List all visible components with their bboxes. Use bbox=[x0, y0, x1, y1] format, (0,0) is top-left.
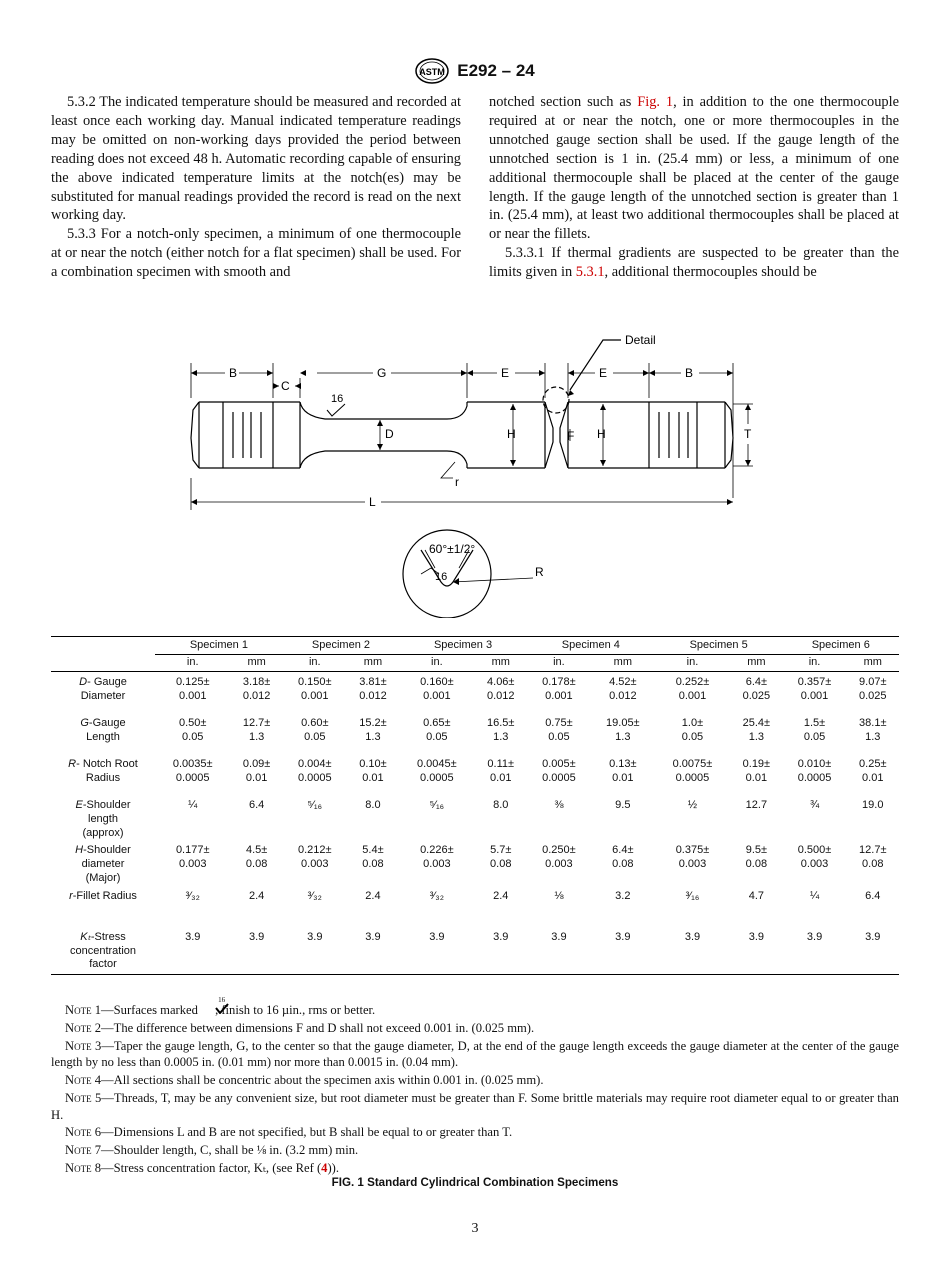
label-g: G bbox=[377, 366, 387, 380]
table-cell: 15.2± 1.3 bbox=[359, 717, 387, 743]
specimen-header: Specimen 5 bbox=[655, 637, 783, 655]
row-label: G-Gauge Length bbox=[80, 717, 126, 743]
table-cell: 8.0 bbox=[365, 799, 381, 811]
label-detail: Detail bbox=[625, 333, 656, 347]
table-cell: 12.7± 1.3 bbox=[242, 717, 271, 743]
table-cell: ¼ bbox=[188, 799, 198, 811]
table-cell: ¾ bbox=[809, 799, 820, 811]
row-label: H-Shoulder diameter (Major) bbox=[75, 844, 131, 884]
unit-header: in. bbox=[527, 655, 591, 672]
ref-4-link[interactable]: 4 bbox=[321, 1161, 328, 1176]
table-cell: 2.4 bbox=[493, 889, 509, 902]
paragraph-5-3-3-1: 5.3.3.1 If thermal gradients are suspected to be greater than the limits given in 5.3.1, additional thermocouples should be bbox=[489, 245, 899, 281]
table-cell: 0.0035± 0.0005 bbox=[172, 758, 213, 784]
label-b-left: B bbox=[229, 366, 238, 380]
note-1: Note 1—Surfaces marked 16 , finish to 16 µin., rms or better. bbox=[65, 996, 376, 1017]
table-cell: 0.160± 0.001 bbox=[420, 676, 454, 702]
specimen-table bbox=[51, 636, 899, 975]
table-cell: 3.2 bbox=[615, 889, 631, 902]
table-cell: 1.0± 0.05 bbox=[681, 717, 704, 743]
table-cell: 1.5± 0.05 bbox=[803, 717, 826, 743]
label-e-left: E bbox=[501, 366, 510, 380]
table-cell: 3.9 bbox=[283, 927, 347, 975]
table-cell: 6.4± 0.08 bbox=[612, 844, 634, 871]
unit-header: mm bbox=[730, 655, 782, 672]
unit-header: in. bbox=[783, 655, 847, 672]
table-cell: 4.7 bbox=[748, 889, 765, 902]
note-6: Note 6—Dimensions L and B are not specified, but B shall be equal to or greater than T. bbox=[65, 1125, 513, 1140]
unit-header: in. bbox=[655, 655, 730, 672]
table-cell: 0.60± 0.05 bbox=[301, 717, 329, 743]
figure-notes bbox=[51, 996, 899, 1178]
table-cell: 4.5± 0.08 bbox=[245, 844, 268, 871]
table-cell: 0.09± 0.01 bbox=[242, 758, 271, 784]
table-cell: 0.125± 0.001 bbox=[175, 676, 210, 702]
note-4: Note 4—All sections shall be concentric about the specimen axis within 0.001 in. (0.025 mm). bbox=[65, 1073, 544, 1088]
table-row bbox=[51, 795, 899, 840]
table-cell: 3.9 bbox=[655, 927, 730, 975]
table-cell: 9.5 bbox=[615, 799, 631, 811]
table-cell: 0.65± 0.05 bbox=[423, 717, 451, 743]
page-number: 3 bbox=[471, 1221, 479, 1236]
unit-header: mm bbox=[230, 655, 282, 672]
table-cell: 8.0 bbox=[493, 799, 509, 811]
table-cell: 0.357± 0.001 bbox=[797, 676, 832, 702]
table-cell: 0.500± 0.003 bbox=[797, 844, 832, 871]
specimen-header: Specimen 6 bbox=[783, 637, 899, 655]
page-header bbox=[0, 58, 950, 84]
table-cell: 9.07± 0.025 bbox=[859, 676, 887, 702]
table-cell: 0.75± 0.05 bbox=[545, 717, 573, 743]
table-cell: 3.9 bbox=[847, 927, 899, 975]
specimen-drawing bbox=[185, 328, 765, 618]
left-column bbox=[51, 93, 461, 282]
table-cell: 0.375± 0.003 bbox=[675, 844, 710, 871]
table-cell: 3.9 bbox=[475, 927, 527, 975]
table-cell: 6.4± 0.025 bbox=[742, 676, 771, 702]
unit-header: in. bbox=[155, 655, 230, 672]
specimen-header: Specimen 3 bbox=[399, 637, 527, 655]
table-cell: ³⁄₃₂ bbox=[429, 889, 444, 902]
table-cell: 0.13± 0.01 bbox=[609, 758, 637, 784]
label-h-right: H bbox=[597, 427, 606, 441]
note-7: Note 7—Shoulder length, C, shall be ⅛ in. (3.2 mm) min. bbox=[65, 1143, 359, 1158]
table-cell: 0.19± 0.01 bbox=[742, 758, 771, 784]
section-5-3-1-link[interactable]: 5.3.1 bbox=[575, 264, 605, 281]
label-finish-detail: 16 bbox=[435, 571, 448, 583]
table-cell: 0.150± 0.001 bbox=[298, 676, 332, 702]
table-cell: 3.9 bbox=[730, 927, 782, 975]
specimen-header: Specimen 2 bbox=[283, 637, 399, 655]
row-label: Kₜ-Stress concentration factor bbox=[51, 927, 155, 975]
table-cell: 38.1± 1.3 bbox=[859, 717, 887, 743]
table-cell: 0.005± 0.0005 bbox=[542, 758, 576, 784]
table-cell: ⅛ bbox=[554, 889, 564, 902]
table-cell: 0.25± 0.01 bbox=[859, 758, 887, 784]
specimen-header: Specimen 1 bbox=[155, 637, 283, 655]
finish-mark-icon: 16 bbox=[201, 1002, 215, 1014]
table-row bbox=[51, 886, 899, 927]
table-cell: 3.9 bbox=[155, 927, 230, 975]
label-b-right: B bbox=[685, 366, 694, 380]
table-cell: 3.9 bbox=[527, 927, 591, 975]
table-cell: 0.004± 0.0005 bbox=[297, 758, 332, 784]
table-row bbox=[51, 713, 899, 754]
label-h-left: H bbox=[507, 427, 516, 441]
table-cell: 12.7± 0.08 bbox=[859, 844, 887, 871]
table-cell: ⁵⁄₁₆ bbox=[307, 799, 323, 811]
table-cell: 2.4 bbox=[365, 889, 381, 902]
paragraph-5-3-3: 5.3.3 For a notch-only specimen, a minimum of one thermocouple at or near the notch (either notch for a flat specimen) shall be used. For a combination specimen with smooth and bbox=[51, 226, 461, 281]
table-cell: 0.0075± 0.0005 bbox=[672, 758, 713, 784]
unit-header: in. bbox=[399, 655, 474, 672]
table-cell: 3.9 bbox=[230, 927, 282, 975]
fig-1-link[interactable]: Fig. 1 bbox=[637, 94, 674, 110]
table-cell: 0.178± 0.001 bbox=[542, 676, 576, 702]
table-cell: ³⁄₃₂ bbox=[307, 889, 322, 902]
standard-id: E292 – 24 bbox=[457, 61, 535, 80]
note-8: Note 8—Stress concentration factor, Kₜ, (see Ref (4)). bbox=[65, 1161, 340, 1176]
table-cell: ¼ bbox=[809, 889, 820, 902]
table-cell: 0.177± 0.003 bbox=[175, 844, 210, 871]
table-cell: 0.0045± 0.0005 bbox=[417, 758, 457, 784]
label-finish: 16 bbox=[331, 393, 344, 405]
astm-logo-icon bbox=[415, 58, 449, 84]
table-cell: 4.06± 0.012 bbox=[486, 676, 515, 702]
note-5: Note 5—Threads, T, may be any convenient size, but root diameter must be greater than F. Some brittle materials may require root diameter equal to or greater than H. bbox=[51, 1091, 899, 1122]
table-row bbox=[51, 754, 899, 795]
table-cell: 25.4± 1.3 bbox=[742, 717, 771, 743]
row-label: E-Shoulder length (approx) bbox=[75, 799, 131, 839]
table-row bbox=[51, 840, 899, 885]
table-cell: 12.7 bbox=[745, 799, 768, 811]
table-cell: 0.250± 0.003 bbox=[542, 844, 576, 871]
table-cell: 3.81± 0.012 bbox=[359, 676, 387, 702]
table-corner bbox=[51, 637, 155, 655]
label-e-right: E bbox=[599, 366, 608, 380]
label-r: r bbox=[455, 475, 459, 489]
row-label: R- Notch Root Radius bbox=[68, 758, 138, 784]
table-cell: ½ bbox=[687, 799, 698, 811]
table-cell: 3.9 bbox=[399, 927, 474, 975]
table-cell: 3.18± 0.012 bbox=[242, 676, 271, 702]
figure-caption: FIG. 1 Standard Cylindrical Combination Specimens bbox=[331, 1176, 619, 1189]
note-3: Note 3—Taper the gauge length, G, to the center so that the gauge diameter, D, at the end of the gauge length exceeds the gauge diameter at the center of the gauge length by no less than 0.0005 in. (0.01 mm) nor more than 0.0015 in. (0.04 mm). bbox=[51, 1038, 899, 1070]
unit-header: mm bbox=[591, 655, 655, 672]
specimen-header: Specimen 4 bbox=[527, 637, 655, 655]
table-cell: 9.5± 0.08 bbox=[745, 844, 768, 871]
table-cell: 0.50± 0.05 bbox=[179, 717, 207, 743]
table-cell: 3.9 bbox=[783, 927, 847, 975]
table-cell: 5.4± 0.08 bbox=[362, 844, 384, 871]
label-f: F bbox=[567, 429, 575, 443]
label-l: L bbox=[369, 495, 376, 509]
table-cell: 5.7± 0.08 bbox=[490, 844, 512, 871]
label-t: T bbox=[744, 427, 752, 441]
table-cell: 0.010± 0.0005 bbox=[797, 758, 832, 784]
row-label: D- Gauge Diameter bbox=[79, 676, 127, 702]
table-cell: 0.10± 0.01 bbox=[359, 758, 387, 784]
paragraph-5-3-3-cont: notched section such as Fig. 1, in addition to the one thermocouple required at or near the notch, one or more thermocouples in the unnotched gauge section shall be used. If the gauge length of the unnotched section is 1 in. (25.4 mm) or less, a minimum of one additional thermocouple shall be placed at the center of the gauge length. If the gauge length of the unnotched section is greater than 1 in. (25.4 mm), at least two additional thermocouples shall be placed at or near the fillets. bbox=[489, 94, 899, 243]
table-cell: 0.252± 0.001 bbox=[675, 676, 710, 702]
table-cell: ⁵⁄₁₆ bbox=[429, 799, 445, 811]
right-column bbox=[489, 93, 899, 282]
table-cell: 0.11± 0.01 bbox=[487, 758, 515, 784]
label-angle: 60°±1/2° bbox=[429, 542, 476, 556]
table-cell: 2.4 bbox=[248, 889, 265, 902]
table-cell: ⅜ bbox=[554, 799, 564, 811]
table-cell: 19.05± 1.3 bbox=[606, 717, 640, 743]
table-row bbox=[51, 927, 899, 975]
label-c: C bbox=[281, 379, 290, 393]
label-d: D bbox=[385, 427, 394, 441]
table-cell: 3.9 bbox=[591, 927, 655, 975]
table-cell: 6.4 bbox=[248, 799, 265, 811]
note-2: Note 2—The difference between dimensions F and D shall not exceed 0.001 in. (0.025 mm). bbox=[65, 1020, 535, 1035]
table-cell: 19.0 bbox=[862, 799, 884, 811]
label-big-r: R bbox=[535, 565, 544, 579]
table-cell: 6.4 bbox=[865, 889, 881, 902]
unit-header: mm bbox=[847, 655, 899, 672]
svg-text:ASTM: ASTM bbox=[419, 67, 445, 77]
unit-header: in. bbox=[283, 655, 347, 672]
table-cell: 4.52± 0.012 bbox=[609, 676, 637, 702]
unit-header: mm bbox=[347, 655, 399, 672]
table-cell: 16.5± 1.3 bbox=[487, 717, 515, 743]
table-row bbox=[51, 672, 899, 714]
row-label: r-Fillet Radius bbox=[69, 889, 137, 902]
table-cell: ³⁄₃₂ bbox=[185, 889, 200, 902]
table-cell: 3.9 bbox=[347, 927, 399, 975]
table-cell: 0.212± 0.003 bbox=[298, 844, 332, 871]
table-cell: 0.226± 0.003 bbox=[420, 844, 454, 871]
table-cell: ³⁄₁₆ bbox=[685, 889, 700, 902]
unit-header: mm bbox=[475, 655, 527, 672]
paragraph-5-3-2: 5.3.2 The indicated temperature should be measured and recorded at least once each working day. Manual indicated temperature readings may be omitted on non-working days provided the period between reading does not exceed 48 h. Automatic recording capable of ensuring the above indicated temperature limits at the notch(es) may be substituted for manual readings provided the record is read on the next working day. bbox=[51, 94, 461, 224]
